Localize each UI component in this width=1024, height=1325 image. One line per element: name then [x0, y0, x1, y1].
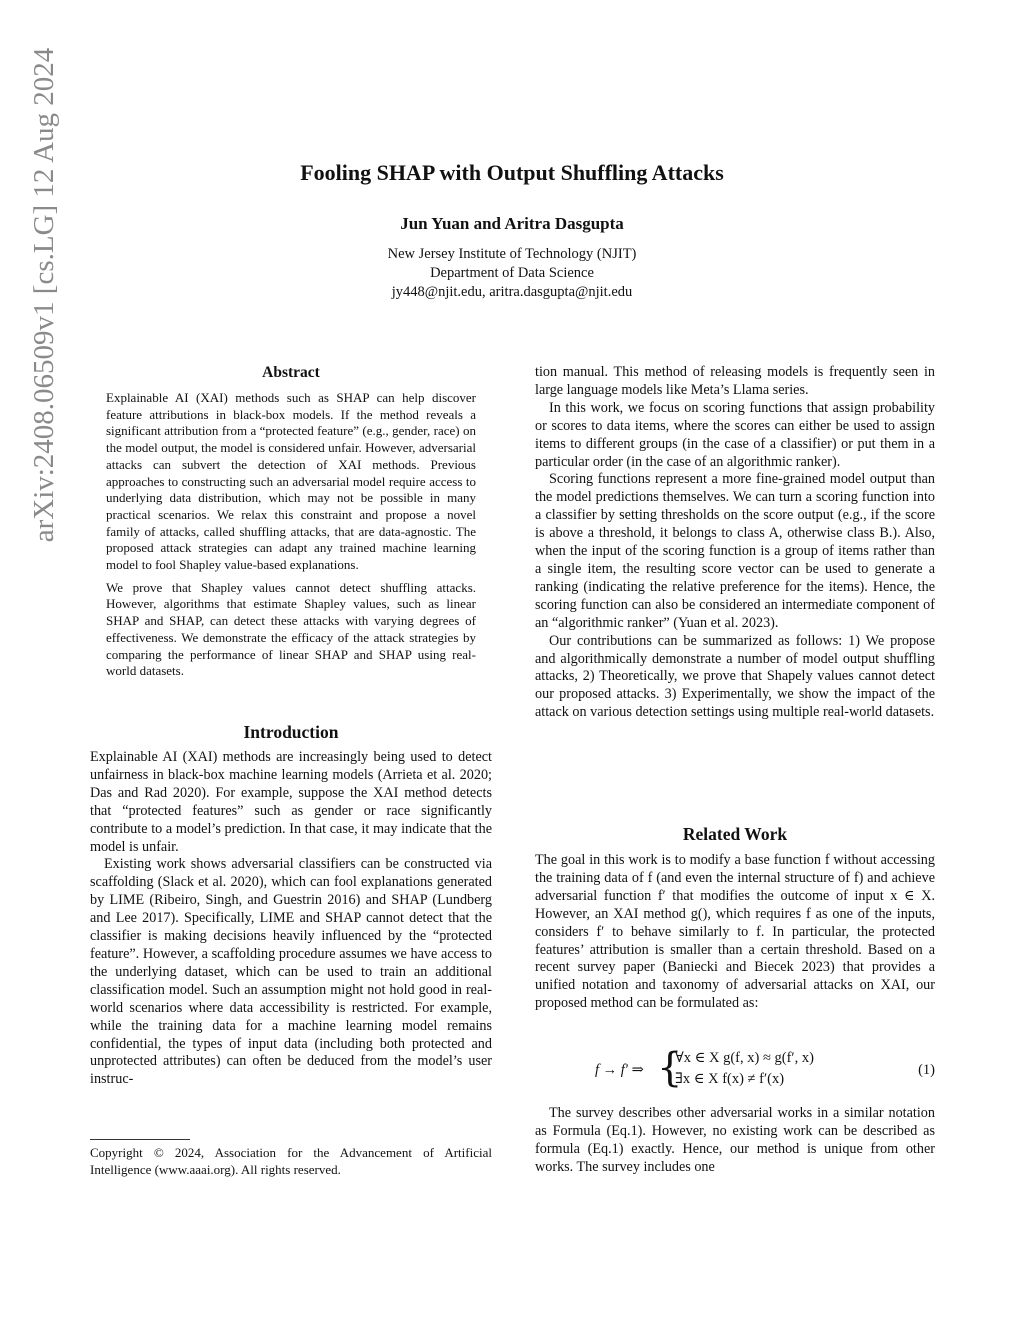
- affiliation-institution: New Jersey Institute of Technology (NJIT): [387, 246, 637, 262]
- right-paragraph: Our contributions can be summarized as follows: 1) We propose and algorithmically demonstrate a number of model output shuffling attacks, 2) Theoretically, we prove that Shapely values cannot detect our proposed attacks. 3) Experimentally, we show the impact of the attack on various detection settings using multiple real-world datasets.: [535, 632, 935, 721]
- related-work-heading: Related Work: [682, 824, 788, 844]
- footnote-rule: [90, 1139, 190, 1140]
- equation-brace: {: [657, 1045, 683, 1091]
- affiliation-department: Department of Data Science: [430, 265, 594, 281]
- equation-1: [535, 1045, 935, 1092]
- arxiv-stamp: arXiv:2408.06509v1 [cs.LG] 12 Aug 2024: [28, 47, 60, 543]
- related-work-paragraph: The goal in this work is to modify a base function f without accessing the training data of f (and even the internal structure of f) and achieve adversarial function f′ that modifies the outcome of input x ∈ X. However, an XAI method g(), which requires f as one of the inputs, considers f′ to behave similarly to f. In particular, the protected features’ attribution is smaller than a certain threshold. Based on a recent survey paper (Baniecki and Biecek 2023) that provides a unified notation and taxonomy of adversarial attacks on XAI, our proposed method can be formulated as:: [535, 852, 935, 1012]
- intro-paragraph: Existing work shows adversarial classifiers can be constructed via scaffolding (Slack et al. 2020), which can fool explanations generated by LIME (Ribeiro, Singh, and Guestrin 2016) and SHAP (Lundberg and Lee 2017). Specifically, LIME and SHAP cannot detect that the classifier is making decisions heavily influenced by the “protected feature”. However, a scaffolding procedure assumes we have access to the underlying dataset, which can be used to train an additional classification model. Such an assumption might not hold good in real-world scenarios where data accessibility is restricted. For example, while the training data for a machine learning model remains confidential, the types of input data (including both protected and unprotected attributes) can often be deduced from the model’s user instruc-: [90, 856, 492, 1088]
- abstract-paragraph: Explainable AI (XAI) methods such as SHAP can help discover feature attributions in black-box models. If the method reveals a significant attribution from a “protected feature” (e.g., gender, race) on the model output, the model is considered unfair. However, adversarial attacks can subvert the detection of XAI methods. Previous approaches to constructing such an adversarial model require access to underlying data distribution, which may not be possible in many practical scenarios. We relax this constraint and propose a novel family of attacks, called shuffling attacks, that are data-agnostic. The proposed attack strategies can adapt any trained machine learning model to fool Shapley value-based explanations.: [106, 390, 476, 573]
- affiliation-emails: jy448@njit.edu, aritra.dasgupta@njit.edu: [391, 284, 633, 300]
- intro-paragraph: Explainable AI (XAI) methods are increasingly being used to detect unfairness in black-box machine learning models (Arrieta et al. 2020; Das and Rad 2020). For example, suppose the XAI method detects that “protected features” such as gender or race significantly contribute to a model’s prediction. In that case, it may indicate that the model is unfair.: [90, 749, 492, 855]
- paper-authors: Jun Yuan and Aritra Dasgupta: [400, 214, 624, 233]
- introduction-body: [90, 749, 492, 1089]
- right-paragraph: In this work, we focus on scoring functions that assign probability or scores to data items, where the scores can either be used to assign items to different groups (in the case of a classifier) or put them in a particular order (in the case of an algorithmic ranker).: [535, 399, 935, 470]
- related-work-body: [535, 852, 935, 1013]
- copyright-footnote: Copyright © 2024, Association for the Advancement of Artificial Intelligence (www.aaai.org). All rights reserved.: [90, 1145, 492, 1177]
- equation-row-exists: ∃x ∈ X f(x) ≠ f′(x): [675, 1071, 785, 1087]
- related-work-paragraph: The survey describes other adversarial works in a similar notation as Formula (Eq.1). However, no existing work can be described as formula (Eq.1) exactly. Hence, our method is unique from other works. The survey includes one: [535, 1105, 935, 1175]
- abstract-body: [106, 390, 476, 686]
- abstract-heading: Abstract: [262, 364, 320, 381]
- right-column-body: [535, 364, 935, 722]
- equation-lhs: f → f′ ⇒: [595, 1062, 644, 1078]
- equation-number: (1): [918, 1062, 935, 1078]
- equation-row-forall: ∀x ∈ X g(f, x) ≈ g(f′, x): [675, 1050, 814, 1066]
- paper-title: Fooling SHAP with Output Shuffling Attacks: [300, 160, 724, 185]
- affiliation-block: [0, 245, 1024, 302]
- abstract-paragraph: We prove that Shapley values cannot detect shuffling attacks. However, algorithms that estimate Shapley values, such as linear SHAP and SHAP, can detect these attacks with varying degrees of effectiveness. We demonstrate the efficacy of the attack strategies by comparing the performance of linear SHAP and SHAP using real-world datasets.: [106, 579, 476, 679]
- right-paragraph: tion manual. This method of releasing models is frequently seen in large language models like Meta’s Llama series.: [535, 364, 935, 398]
- right-paragraph: Scoring functions represent a more fine-grained model output than the model predictions themselves. We can turn a scoring function into a classifier by setting thresholds on the score output (e.g., if the score is above a threshold, it belongs to class A, otherwise class B.). Also, when the input of the scoring function is a group of items rather than a single item, the resulting score vector can be used to generate a ranking (indicating the relative preference for the items). Hence, the scoring function can also be considered an intermediate component of an “algorithmic ranker” (Yuan et al. 2023).: [535, 471, 935, 631]
- introduction-heading: Introduction: [243, 722, 339, 742]
- related-work-body-continued: [535, 1105, 935, 1177]
